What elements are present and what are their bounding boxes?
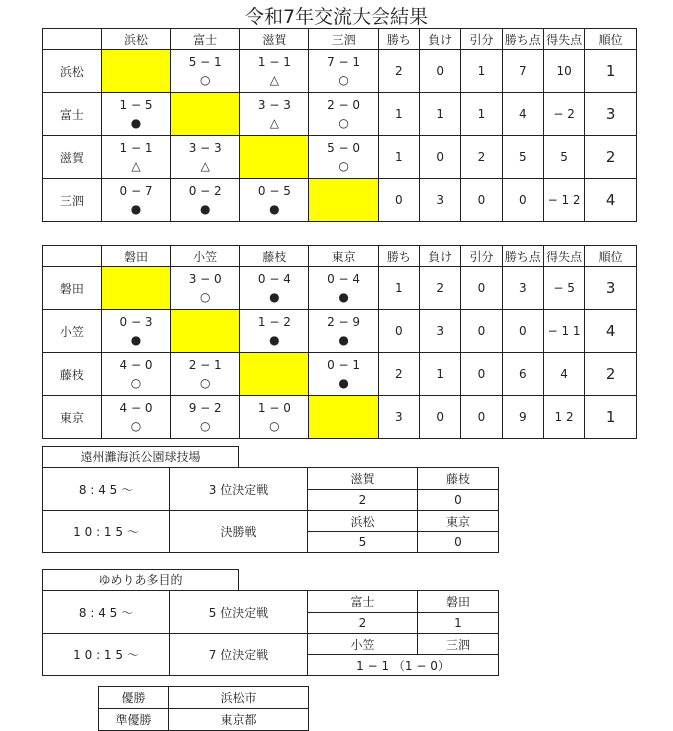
table-row	[43, 396, 637, 439]
self-match-cell	[171, 93, 240, 136]
venue1-label: 遠州灘海浜公園球技場	[42, 446, 239, 468]
match-score: 0 − 2	[188, 184, 222, 198]
self-match-cell	[101, 50, 170, 93]
match-label: 3 位決定戦	[170, 468, 308, 511]
table-row	[43, 310, 637, 353]
final-results	[98, 686, 309, 731]
team-name: 小笠	[308, 634, 418, 655]
result-mark: ○	[199, 290, 211, 304]
stat-goal-diff: − 5	[543, 267, 584, 310]
match-score: 2	[308, 613, 418, 634]
stat-rank: 1	[585, 50, 637, 93]
match-score: 0 − 4	[327, 272, 361, 286]
stat-wins: 1	[378, 267, 419, 310]
group2-table	[42, 245, 637, 439]
stat-header: 得失点	[543, 29, 584, 50]
result-mark: △	[269, 73, 279, 87]
stat-header: 順位	[585, 246, 637, 267]
stat-draws: 0	[461, 179, 502, 222]
stat-header: 勝ち	[378, 29, 419, 50]
match-score: 7 − 1	[327, 55, 361, 69]
match-cell	[240, 93, 309, 136]
match-cell	[171, 353, 240, 396]
self-match-cell	[171, 310, 240, 353]
match-time: 1 0 : 1 5 〜	[43, 634, 170, 676]
group1-table	[42, 28, 637, 222]
match-score: 1 − 1	[257, 55, 291, 69]
stat-rank: 2	[585, 353, 637, 396]
result-mark: ○	[338, 73, 349, 87]
match-score: 1 − 5	[119, 98, 153, 112]
stat-goal-diff: 1 2	[543, 396, 584, 439]
row-team-name: 浜松	[43, 50, 102, 93]
stat-points: 9	[502, 396, 543, 439]
match-score: 3 − 3	[257, 98, 291, 112]
stat-draws: 1	[461, 50, 502, 93]
match-cell	[309, 310, 378, 353]
match-cell	[171, 50, 240, 93]
self-match-cell	[240, 136, 309, 179]
team-name: 富士	[308, 591, 418, 613]
stat-losses: 0	[420, 136, 461, 179]
result-label: 準優勝	[99, 709, 169, 731]
result-mark: ●	[338, 333, 349, 347]
match-score: 0 − 7	[119, 184, 153, 198]
match-label: 7 位決定戦	[170, 634, 308, 676]
stat-points: 0	[502, 179, 543, 222]
result-mark: ●	[130, 202, 142, 216]
col-team-header: 富士	[171, 29, 240, 50]
result-mark: ●	[269, 333, 280, 347]
match-cell	[101, 353, 170, 396]
match-cell	[309, 267, 378, 310]
match-score: 0 − 3	[119, 315, 153, 329]
table-row	[43, 353, 637, 396]
match-cell	[309, 93, 378, 136]
team-name: 磐田	[418, 591, 499, 613]
stat-points: 0	[502, 310, 543, 353]
match-cell	[101, 93, 170, 136]
match-score: 5 − 1	[188, 55, 222, 69]
match-score: 3 − 0	[188, 272, 222, 286]
match-cell	[309, 353, 378, 396]
match-cell	[240, 50, 309, 93]
match-cell	[240, 179, 309, 222]
stat-points: 7	[502, 50, 543, 93]
stat-header: 負け	[420, 29, 461, 50]
match-cell	[309, 136, 378, 179]
stat-losses: 1	[420, 93, 461, 136]
row-team-name: 磐田	[43, 267, 102, 310]
result-mark: △	[269, 116, 279, 130]
team-name: 東京	[418, 511, 499, 532]
stat-wins: 3	[378, 396, 419, 439]
table-row	[43, 50, 637, 93]
stat-header: 負け	[420, 246, 461, 267]
stat-losses: 0	[420, 50, 461, 93]
result-mark: ○	[199, 376, 211, 390]
page-title: 令和7年交流大会結果	[244, 6, 429, 28]
stat-header: 勝ち点	[502, 246, 543, 267]
match-score: 0	[418, 490, 499, 511]
corner-cell	[43, 246, 102, 267]
match-score: 2 − 9	[327, 315, 361, 329]
match-score: 5	[308, 532, 418, 553]
match-score: 2 − 0	[327, 98, 361, 112]
match-time: 8 : 4 5 〜	[43, 591, 170, 634]
stat-losses: 3	[420, 179, 461, 222]
stat-points: 4	[502, 93, 543, 136]
match-cell	[171, 179, 240, 222]
match-cell	[101, 396, 170, 439]
col-team-header: 小笠	[171, 246, 240, 267]
stat-points: 5	[502, 136, 543, 179]
stat-wins: 1	[378, 136, 419, 179]
stat-goal-diff: − 1 2	[543, 179, 584, 222]
match-score: 0	[418, 532, 499, 553]
self-match-cell	[309, 396, 378, 439]
result-mark: ●	[130, 333, 142, 347]
row-team-name: 三泗	[43, 179, 102, 222]
table-row	[43, 267, 637, 310]
stat-rank: 2	[585, 136, 637, 179]
col-team-header: 滋賀	[240, 29, 309, 50]
result-value: 東京都	[169, 709, 309, 731]
match-score: 5 − 0	[327, 141, 361, 155]
row-team-name: 滋賀	[43, 136, 102, 179]
row-team-name: 小笠	[43, 310, 102, 353]
match-time: 8 : 4 5 〜	[43, 468, 170, 511]
stat-goal-diff: − 1 1	[543, 310, 584, 353]
match-time: 1 0 : 1 5 〜	[43, 511, 170, 553]
match-cell	[101, 310, 170, 353]
result-mark: △	[200, 159, 210, 173]
stat-draws: 0	[461, 267, 502, 310]
stat-rank: 3	[585, 267, 637, 310]
stat-header: 勝ち点	[502, 29, 543, 50]
stat-points: 3	[502, 267, 543, 310]
stat-losses: 3	[420, 310, 461, 353]
match-score: 3 − 3	[188, 141, 222, 155]
table-row	[43, 136, 637, 179]
stat-header: 引分	[461, 29, 502, 50]
match-score: 1 − 0	[257, 401, 291, 415]
match-cell	[309, 50, 378, 93]
result-mark: ●	[269, 290, 280, 304]
col-team-header: 磐田	[101, 246, 170, 267]
stat-goal-diff: 5	[543, 136, 584, 179]
venue2-schedule	[42, 590, 499, 676]
match-score: 1 − 1	[119, 141, 153, 155]
match-score: 0 − 5	[257, 184, 291, 198]
stat-losses: 2	[420, 267, 461, 310]
match-score: 4 − 0	[119, 358, 153, 372]
stat-header: 得失点	[543, 246, 584, 267]
team-name: 三泗	[418, 634, 499, 655]
match-cell	[240, 310, 309, 353]
self-match-cell	[309, 179, 378, 222]
result-mark: ●	[269, 202, 280, 216]
corner-cell	[43, 29, 102, 50]
row-team-name: 藤枝	[43, 353, 102, 396]
result-value: 浜松市	[169, 687, 309, 709]
stat-wins: 2	[378, 50, 419, 93]
result-mark: ○	[199, 73, 211, 87]
stat-rank: 4	[585, 179, 637, 222]
stat-draws: 0	[461, 396, 502, 439]
match-score: 9 − 2	[188, 401, 222, 415]
match-score: 0 − 4	[257, 272, 291, 286]
match-cell	[240, 267, 309, 310]
table-row	[43, 179, 637, 222]
self-match-cell	[101, 267, 170, 310]
match-score: 1	[418, 613, 499, 634]
stat-rank: 3	[585, 93, 637, 136]
stat-header: 引分	[461, 246, 502, 267]
match-score: 2	[308, 490, 418, 511]
result-mark: ○	[338, 159, 349, 173]
stat-goal-diff: 10	[543, 50, 584, 93]
result-mark: △	[131, 159, 141, 173]
result-label: 優勝	[99, 687, 169, 709]
stat-rank: 1	[585, 396, 637, 439]
stat-rank: 4	[585, 310, 637, 353]
stat-wins: 1	[378, 93, 419, 136]
match-score: 1 − 1 （1 − 0）	[308, 655, 499, 676]
result-mark: ○	[199, 419, 211, 433]
match-cell	[240, 396, 309, 439]
match-score: 2 − 1	[188, 358, 222, 372]
venue2-label: ゆめりあ多目的	[42, 569, 239, 591]
table-row	[43, 93, 637, 136]
col-team-header: 藤枝	[240, 246, 309, 267]
team-name: 滋賀	[308, 468, 418, 490]
result-mark: ●	[338, 290, 349, 304]
stat-wins: 0	[378, 179, 419, 222]
result-mark: ●	[338, 376, 349, 390]
stat-losses: 1	[420, 353, 461, 396]
match-label: 決勝戦	[170, 511, 308, 553]
self-match-cell	[240, 353, 309, 396]
col-team-header: 東京	[309, 246, 378, 267]
match-cell	[171, 396, 240, 439]
stat-draws: 0	[461, 353, 502, 396]
stat-draws: 1	[461, 93, 502, 136]
match-cell	[171, 136, 240, 179]
stat-goal-diff: 4	[543, 353, 584, 396]
row-team-name: 富士	[43, 93, 102, 136]
col-team-header: 浜松	[101, 29, 170, 50]
venue1-schedule	[42, 467, 499, 553]
team-name: 浜松	[308, 511, 418, 532]
result-mark: ○	[269, 419, 280, 433]
result-mark: ●	[130, 116, 142, 130]
match-score: 4 − 0	[119, 401, 153, 415]
stat-wins: 2	[378, 353, 419, 396]
stat-draws: 0	[461, 310, 502, 353]
row-team-name: 東京	[43, 396, 102, 439]
result-mark: ○	[130, 376, 142, 390]
match-cell	[101, 136, 170, 179]
result-mark: ○	[338, 116, 349, 130]
result-mark: ○	[130, 419, 142, 433]
stat-points: 6	[502, 353, 543, 396]
stat-goal-diff: − 2	[543, 93, 584, 136]
stat-losses: 0	[420, 396, 461, 439]
stat-wins: 0	[378, 310, 419, 353]
match-label: 5 位決定戦	[170, 591, 308, 634]
result-mark: ●	[199, 202, 211, 216]
stat-header: 順位	[585, 29, 637, 50]
match-cell	[171, 267, 240, 310]
match-score: 1 − 2	[257, 315, 291, 329]
team-name: 藤枝	[418, 468, 499, 490]
stat-draws: 2	[461, 136, 502, 179]
match-cell	[101, 179, 170, 222]
col-team-header: 三泗	[309, 29, 378, 50]
match-score: 0 − 1	[327, 358, 361, 372]
stat-header: 勝ち	[378, 246, 419, 267]
